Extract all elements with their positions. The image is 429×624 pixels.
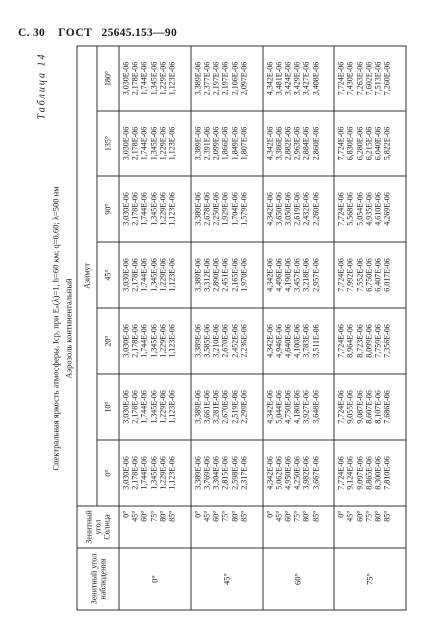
brightness-value: 2,250E-06 bbox=[211, 191, 221, 226]
brightness-value: 6,017E-06 bbox=[382, 257, 392, 292]
brightness-value: 7,430E-06 bbox=[345, 61, 355, 95]
brightness-value: 2,670E-06 bbox=[220, 389, 230, 424]
brightness-value: 3,030E-06 bbox=[121, 455, 130, 490]
sun-zenith-value: 80° bbox=[373, 510, 383, 522]
header-azimuth: Азимут bbox=[77, 45, 97, 505]
brightness-cell bbox=[262, 176, 334, 242]
page-number: С. 30 bbox=[18, 27, 46, 39]
brightness-value: 2,882E-06 bbox=[282, 126, 292, 160]
brightness-value: 3,769E-06 bbox=[201, 455, 211, 490]
brightness-value: 3,030E-06 bbox=[121, 323, 130, 358]
brightness-value: 2,598E-06 bbox=[229, 455, 239, 490]
brightness-value: 1,807E-06 bbox=[238, 126, 248, 160]
brightness-cell bbox=[119, 440, 191, 506]
brightness-cell bbox=[334, 242, 406, 308]
brightness-value: 2,317E-06 bbox=[238, 455, 248, 490]
brightness-value: 1,123E-06 bbox=[167, 61, 177, 95]
brightness-value: 3,389E-06 bbox=[192, 257, 202, 292]
brightness-value: 3,429E-06 bbox=[292, 61, 302, 95]
brightness-value: 1,849E-06 bbox=[229, 126, 239, 160]
brightness-cell bbox=[119, 374, 191, 440]
brightness-value: 4,750E-06 bbox=[282, 389, 292, 424]
brightness-value: 1,744E-06 bbox=[139, 455, 149, 490]
brightness-value: 2,099E-06 bbox=[211, 126, 221, 160]
brightness-value: 3,312E-06 bbox=[201, 257, 211, 292]
brightness-value: 1,929E-06 bbox=[220, 191, 230, 226]
brightness-value: 4,946E-06 bbox=[273, 323, 283, 358]
brightness-value: 7,724E-06 bbox=[336, 191, 346, 226]
brightness-value: 7,260E-06 bbox=[382, 61, 392, 95]
brightness-value: 4,342E-06 bbox=[264, 257, 274, 292]
brightness-cell bbox=[190, 242, 262, 308]
brightness-value: 2,860E-06 bbox=[310, 126, 320, 160]
brightness-value: 2,197E-06 bbox=[211, 61, 221, 95]
sun-zenith-cell bbox=[262, 506, 334, 548]
brightness-value: 2,165E-06 bbox=[229, 257, 239, 292]
brightness-cell bbox=[190, 440, 262, 506]
brightness-value: 4,935E-06 bbox=[363, 191, 373, 226]
brightness-value: 3,389E-06 bbox=[192, 455, 202, 490]
brightness-value: 3,030E-06 bbox=[121, 257, 130, 292]
header-azimuth-value: 0° bbox=[97, 440, 119, 506]
sun-zenith-value: 85° bbox=[382, 510, 392, 522]
brightness-value: 4,342E-06 bbox=[264, 191, 274, 226]
brightness-cell bbox=[119, 111, 191, 176]
brightness-value: 2,963E-06 bbox=[292, 126, 302, 160]
brightness-value: 8,723E-06 bbox=[354, 323, 364, 358]
brightness-value: 8,300E-06 bbox=[373, 455, 383, 490]
brightness-value: 1,345E-06 bbox=[148, 455, 158, 490]
brightness-value: 4,610E-06 bbox=[373, 191, 383, 226]
brightness-value: 7,724E-06 bbox=[336, 61, 346, 95]
sun-zenith-value: 80° bbox=[301, 510, 311, 522]
brightness-cell bbox=[262, 440, 334, 506]
brightness-cell bbox=[190, 111, 262, 176]
brightness-value: 2,670E-06 bbox=[220, 323, 230, 358]
brightness-value: 7,992E-06 bbox=[345, 257, 355, 292]
brightness-value: 1,229E-06 bbox=[157, 455, 167, 490]
brightness-value: 1,345E-06 bbox=[148, 61, 158, 95]
brightness-value: 2,178E-06 bbox=[130, 257, 140, 292]
table-body bbox=[119, 45, 406, 609]
brightness-value: 2,884E-06 bbox=[301, 126, 311, 160]
sun-zenith-value: 85° bbox=[167, 510, 177, 522]
brightness-value: 3,050E-06 bbox=[282, 191, 292, 226]
brightness-value: 2,236E-06 bbox=[238, 323, 248, 358]
sun-zenith-value: 60° bbox=[211, 510, 221, 522]
brightness-value: 7,759E-06 bbox=[373, 323, 383, 358]
sun-zenith-cell bbox=[334, 506, 406, 548]
brightness-value: 7,724E-06 bbox=[336, 257, 346, 292]
brightness-value: 8,964E-06 bbox=[345, 323, 355, 358]
rotated-table-block bbox=[36, 46, 409, 610]
brightness-table bbox=[76, 45, 406, 610]
sun-zenith-value: 60° bbox=[139, 510, 149, 522]
brightness-value: 8,865E-06 bbox=[363, 455, 373, 490]
brightness-value: 3,457E-06 bbox=[292, 257, 302, 292]
brightness-value: 9,097E-06 bbox=[354, 455, 364, 490]
sun-zenith-value: 80° bbox=[229, 510, 239, 522]
brightness-value: 2,178E-06 bbox=[130, 191, 140, 226]
brightness-cell bbox=[119, 45, 191, 110]
brightness-value: 8,107E-06 bbox=[373, 389, 383, 424]
header-azimuth-value: 20° bbox=[97, 308, 119, 374]
brightness-value: 1,123E-06 bbox=[167, 126, 177, 160]
brightness-value: 4,342E-06 bbox=[264, 61, 274, 95]
brightness-value: 3,389E-06 bbox=[192, 126, 202, 160]
brightness-value: 1,970E-06 bbox=[238, 257, 248, 292]
brightness-value: 6,215E-06 bbox=[363, 126, 373, 160]
brightness-value: 4,100E-06 bbox=[292, 323, 302, 358]
sun-zenith-cell bbox=[119, 506, 191, 548]
brightness-value: 1,744E-06 bbox=[139, 323, 149, 358]
brightness-value: 3,030E-06 bbox=[121, 389, 130, 424]
sun-zenith-value: 85° bbox=[238, 510, 248, 522]
sun-zenith-value: 75° bbox=[363, 510, 373, 522]
brightness-value: 5,054E-06 bbox=[354, 191, 364, 226]
sun-zenith-value: 45° bbox=[201, 510, 211, 522]
brightness-value: 2,377E-06 bbox=[201, 61, 211, 95]
brightness-value: 5,044E-06 bbox=[273, 389, 283, 424]
brightness-value: 3,281E-06 bbox=[211, 389, 221, 424]
brightness-value: 5,062E-06 bbox=[273, 455, 283, 490]
table-row bbox=[262, 45, 334, 609]
brightness-value: 2,391E-06 bbox=[201, 126, 211, 160]
header-azimuth-value: 10° bbox=[97, 374, 119, 440]
observation-angle-cell: 0° bbox=[119, 548, 191, 610]
brightness-value: 1,123E-06 bbox=[167, 455, 177, 490]
brightness-value: 2,452E-06 bbox=[229, 323, 239, 358]
brightness-value: 3,427E-06 bbox=[301, 61, 311, 95]
brightness-value: 7,810E-06 bbox=[382, 455, 392, 490]
header-azimuth-value: 45° bbox=[97, 242, 119, 308]
brightness-value: 4,190E-06 bbox=[282, 257, 292, 292]
brightness-cell bbox=[119, 242, 191, 308]
brightness-value: 2,619E-06 bbox=[292, 191, 302, 226]
brightness-value: 1,123E-06 bbox=[167, 323, 177, 358]
header-azimuth-value: 90° bbox=[97, 176, 119, 242]
brightness-cell bbox=[119, 176, 191, 242]
brightness-value: 4,496E-06 bbox=[273, 257, 283, 292]
brightness-value: 6,280E-06 bbox=[354, 126, 364, 160]
brightness-value: 3,481E-06 bbox=[273, 61, 283, 95]
brightness-value: 3,386E-06 bbox=[273, 126, 283, 160]
brightness-cell bbox=[262, 308, 334, 374]
sun-zenith-value: 0° bbox=[336, 510, 346, 518]
brightness-value: 4,342E-06 bbox=[264, 126, 274, 160]
brightness-value: 7,552E-06 bbox=[354, 257, 364, 292]
brightness-value: 2,451E-06 bbox=[220, 257, 230, 292]
brightness-value: 4,950E-06 bbox=[282, 455, 292, 490]
brightness-value: 7,602E-06 bbox=[363, 61, 373, 95]
brightness-value: 4,342E-06 bbox=[264, 323, 274, 358]
brightness-value: 1,123E-06 bbox=[167, 191, 177, 226]
brightness-value: 2,178E-06 bbox=[130, 389, 140, 424]
sun-zenith-value: 75° bbox=[148, 510, 158, 522]
brightness-value: 1,866E-06 bbox=[220, 126, 230, 160]
table-caption: Спектральная яркость атмосферы, Iср, при Eₛ(λ)=1, h=60 км; q=0,60; λ=500 нм bbox=[50, 185, 60, 471]
header-sun-zenith-angle: Зенитный угол Солнца bbox=[77, 506, 119, 548]
brightness-value: 3,030E-06 bbox=[121, 191, 130, 226]
sun-zenith-value: 0° bbox=[264, 510, 274, 518]
brightness-value: 4,342E-06 bbox=[264, 455, 274, 490]
brightness-value: 1,704E-06 bbox=[229, 191, 239, 226]
brightness-cell bbox=[190, 374, 262, 440]
brightness-value: 5,822E-06 bbox=[382, 126, 392, 160]
standard-label: ГОСТ bbox=[58, 27, 93, 39]
brightness-value: 3,389E-06 bbox=[192, 191, 202, 226]
brightness-value: 1,345E-06 bbox=[148, 389, 158, 424]
brightness-value: 2,299E-06 bbox=[238, 389, 248, 424]
brightness-cell bbox=[334, 45, 406, 110]
header-azimuth-value: 135° bbox=[97, 111, 119, 176]
table-row bbox=[334, 45, 406, 609]
brightness-value: 3,511E-06 bbox=[310, 323, 320, 358]
brightness-value: 4,269E-06 bbox=[382, 191, 392, 226]
brightness-value: 1,229E-06 bbox=[157, 61, 167, 95]
brightness-value: 2,260E-06 bbox=[310, 191, 320, 226]
brightness-cell bbox=[334, 176, 406, 242]
brightness-value: 8,099E-06 bbox=[363, 323, 373, 358]
brightness-value: 9,124E-06 bbox=[345, 455, 355, 490]
brightness-value: 7,724E-06 bbox=[336, 126, 346, 160]
brightness-value: 3,667E-06 bbox=[310, 455, 320, 490]
brightness-value: 1,123E-06 bbox=[167, 389, 177, 424]
brightness-value: 1,229E-06 bbox=[157, 323, 167, 358]
brightness-value: 4,342E-06 bbox=[264, 389, 274, 424]
brightness-value: 2,178E-06 bbox=[130, 126, 140, 160]
brightness-value: 2,890E-06 bbox=[211, 257, 221, 292]
brightness-value: 3,304E-06 bbox=[211, 455, 221, 490]
brightness-value: 7,724E-06 bbox=[336, 323, 346, 358]
sun-zenith-cell bbox=[190, 506, 262, 548]
brightness-cell bbox=[190, 176, 262, 242]
brightness-value: 2,178E-06 bbox=[130, 323, 140, 358]
brightness-cell bbox=[334, 308, 406, 374]
brightness-value: 3,218E-06 bbox=[301, 257, 311, 292]
brightness-value: 3,389E-06 bbox=[192, 61, 202, 95]
observation-angle-cell: 75° bbox=[334, 548, 406, 610]
sun-zenith-value: 60° bbox=[282, 510, 292, 522]
brightness-value: 4,180E-06 bbox=[292, 389, 302, 424]
brightness-value: 3,030E-06 bbox=[121, 61, 130, 95]
brightness-value: 1,345E-06 bbox=[148, 323, 158, 358]
sun-zenith-value: 0° bbox=[121, 510, 130, 518]
sun-zenith-value: 75° bbox=[220, 510, 230, 522]
brightness-value: 3,424E-06 bbox=[282, 61, 292, 95]
brightness-value: 3,585E-06 bbox=[201, 323, 211, 358]
brightness-value: 9,055E-06 bbox=[345, 389, 355, 424]
brightness-value: 7,356E-06 bbox=[382, 323, 392, 358]
brightness-value: 9,087E-06 bbox=[354, 389, 364, 424]
page-header bbox=[18, 27, 177, 39]
brightness-value: 1,229E-06 bbox=[157, 191, 167, 226]
brightness-value: 5,568E-06 bbox=[345, 191, 355, 226]
sun-zenith-value: 75° bbox=[292, 510, 302, 522]
table-row bbox=[190, 45, 262, 609]
brightness-cell bbox=[262, 242, 334, 308]
brightness-value: 1,229E-06 bbox=[157, 257, 167, 292]
brightness-cell bbox=[119, 308, 191, 374]
header-azimuth-value: 180° bbox=[97, 45, 119, 110]
brightness-value: 6,750E-06 bbox=[363, 257, 373, 292]
brightness-cell bbox=[190, 45, 262, 110]
brightness-value: 1,229E-06 bbox=[157, 389, 167, 424]
brightness-value: 3,982E-06 bbox=[301, 455, 311, 490]
observation-angle-cell: 60° bbox=[262, 548, 334, 610]
brightness-value: 3,210E-06 bbox=[211, 323, 221, 358]
brightness-value: 2,106E-06 bbox=[229, 61, 239, 95]
brightness-cell bbox=[262, 45, 334, 110]
brightness-value: 1,744E-06 bbox=[139, 191, 149, 226]
brightness-value: 7,513E-06 bbox=[373, 61, 383, 95]
brightness-value: 1,744E-06 bbox=[139, 389, 149, 424]
brightness-cell bbox=[262, 374, 334, 440]
brightness-value: 3,389E-06 bbox=[192, 389, 202, 424]
brightness-value: 2,519E-06 bbox=[229, 389, 239, 424]
brightness-value: 1,345E-06 bbox=[148, 126, 158, 160]
brightness-cell bbox=[334, 374, 406, 440]
table-row bbox=[119, 45, 191, 609]
brightness-value: 2,957E-06 bbox=[310, 257, 320, 292]
sun-zenith-value: 85° bbox=[310, 510, 320, 522]
brightness-value: 2,815E-06 bbox=[220, 455, 230, 490]
brightness-cell bbox=[334, 111, 406, 176]
brightness-value: 3,648E-06 bbox=[310, 389, 320, 424]
header-observation-angle: Зенитный угол наблюдения bbox=[77, 548, 119, 610]
brightness-value: 3,389E-06 bbox=[192, 323, 202, 358]
brightness-value: 1,744E-06 bbox=[139, 257, 149, 292]
brightness-cell bbox=[190, 308, 262, 374]
sun-zenith-value: 45° bbox=[130, 510, 140, 522]
table-title: Таблица 14 bbox=[36, 52, 47, 119]
brightness-value: 8,607E-06 bbox=[363, 389, 373, 424]
brightness-value: 3,927E-06 bbox=[301, 389, 311, 424]
brightness-value: 1,123E-06 bbox=[167, 257, 177, 292]
brightness-value: 2,197E-06 bbox=[220, 61, 230, 95]
brightness-value: 2,178E-06 bbox=[130, 455, 140, 490]
sun-zenith-value: 0° bbox=[192, 510, 202, 518]
brightness-cell bbox=[334, 440, 406, 506]
brightness-value: 6,407E-06 bbox=[373, 257, 383, 292]
brightness-value: 3,030E-06 bbox=[121, 126, 130, 160]
brightness-value: 1,579E-06 bbox=[238, 191, 248, 226]
brightness-value: 1,744E-06 bbox=[139, 126, 149, 160]
brightness-value: 2,432E-06 bbox=[301, 191, 311, 226]
brightness-value: 7,686E-06 bbox=[382, 389, 392, 424]
brightness-value: 2,678E-06 bbox=[201, 191, 211, 226]
brightness-value: 3,783E-06 bbox=[301, 323, 311, 358]
brightness-value: 2,178E-06 bbox=[130, 61, 140, 95]
brightness-value: 7,724E-06 bbox=[336, 455, 346, 490]
brightness-value: 3,650E-06 bbox=[273, 191, 283, 226]
brightness-value: 6,830E-06 bbox=[345, 126, 355, 160]
brightness-value: 1,345E-06 bbox=[148, 257, 158, 292]
brightness-value: 1,744E-06 bbox=[139, 61, 149, 95]
brightness-value: 7,724E-06 bbox=[336, 389, 346, 424]
brightness-cell bbox=[262, 111, 334, 176]
brightness-value: 1,345E-06 bbox=[148, 191, 158, 226]
brightness-value: 3,408E-06 bbox=[310, 61, 320, 95]
sun-zenith-value: 45° bbox=[273, 510, 283, 522]
observation-angle-cell: 45° bbox=[190, 548, 262, 610]
brightness-value: 3,661E-06 bbox=[201, 389, 211, 424]
brightness-value: 4,640E-06 bbox=[282, 323, 292, 358]
sun-zenith-value: 80° bbox=[157, 510, 167, 522]
table-subcaption: Аэрозоль континентальный bbox=[63, 277, 73, 379]
sun-zenith-value: 60° bbox=[354, 510, 364, 522]
brightness-value: 1,229E-06 bbox=[157, 126, 167, 160]
standard-number: 25645.153—90 bbox=[101, 27, 178, 39]
brightness-value: 6,040E-06 bbox=[373, 126, 383, 160]
brightness-value: 7,263E-06 bbox=[354, 61, 364, 95]
brightness-value: 4,250E-06 bbox=[292, 455, 302, 490]
sun-zenith-value: 45° bbox=[345, 510, 355, 522]
brightness-value: 2,097E-06 bbox=[238, 61, 248, 95]
